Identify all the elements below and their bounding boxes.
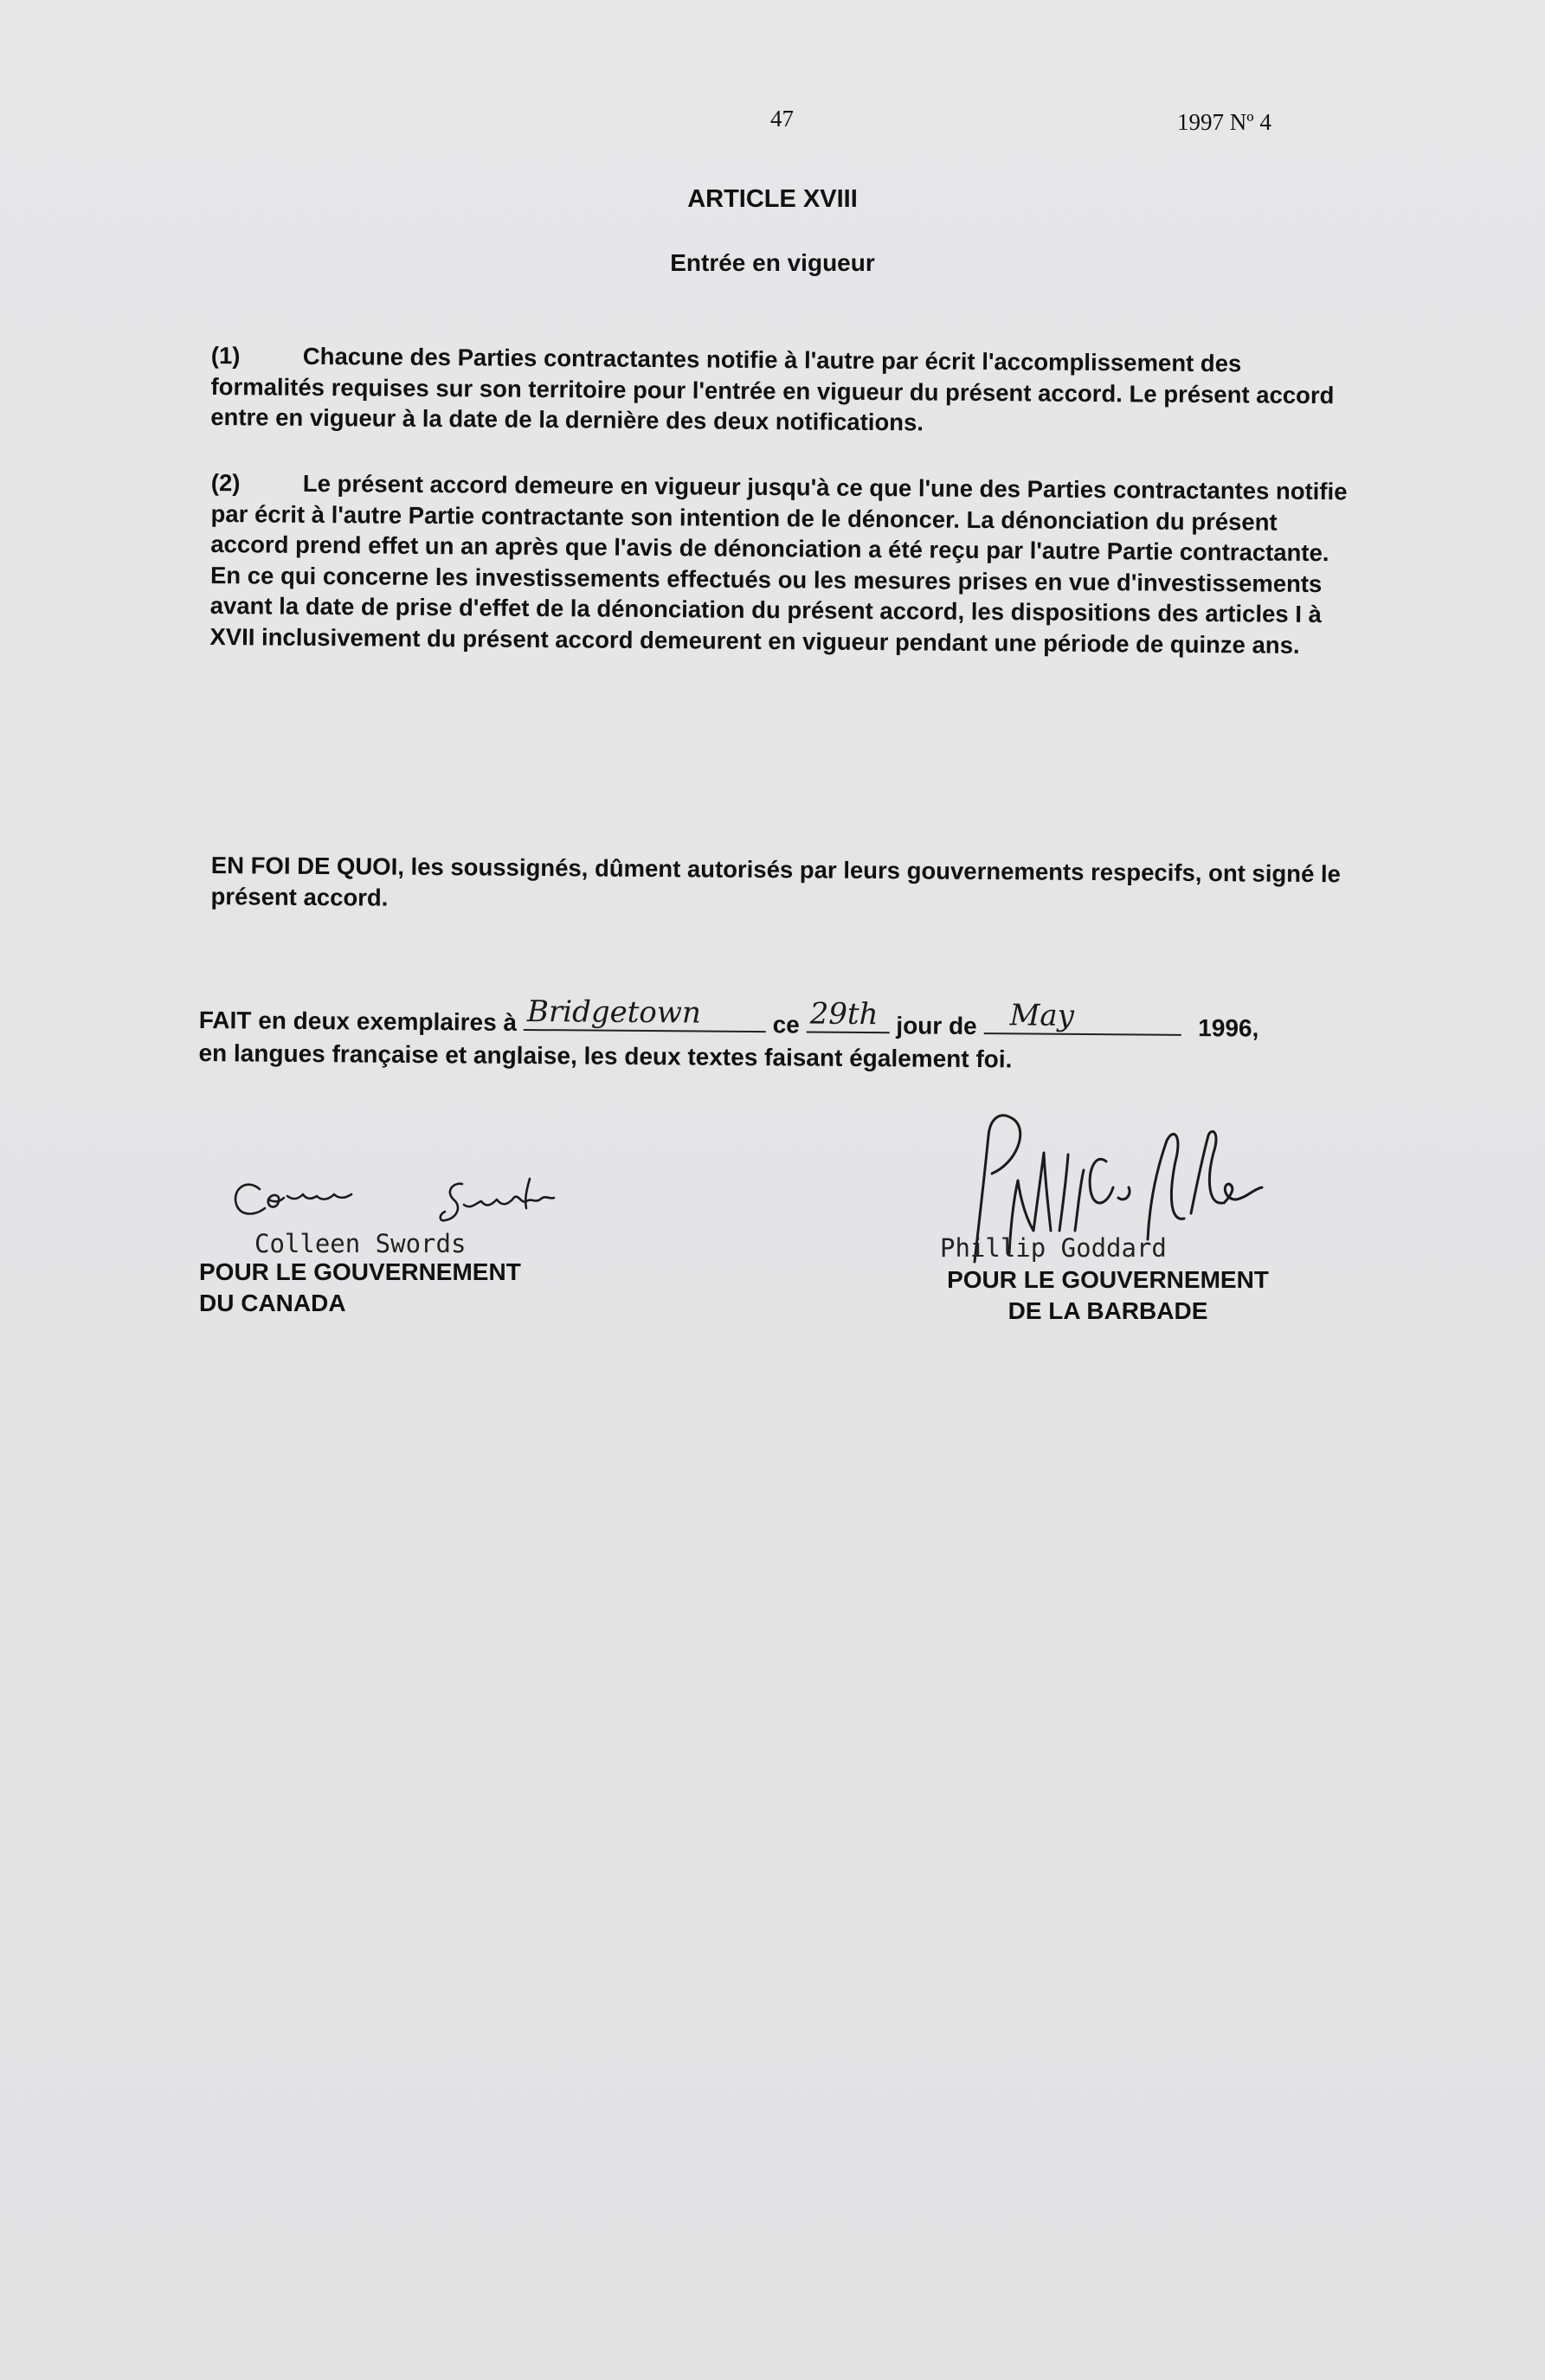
place-handwritten: Bridgetown: [526, 994, 702, 1031]
signatory-barbados-gov-line2: DE LA BARBADE: [1007, 1297, 1208, 1324]
signatory-canada-government: [199, 1257, 521, 1319]
execution-line-2: en langues française et anglaise, les deux textes faisant également foi.: [198, 1039, 1013, 1073]
month-blank: [983, 998, 1181, 1036]
signature-barbados-stroke: [1059, 1155, 1084, 1231]
place-blank: [524, 994, 766, 1032]
page-number: 47: [770, 106, 794, 132]
signature-canada-stroke: [235, 1185, 265, 1214]
signature-canada-stroke: [525, 1179, 530, 1208]
paragraph-1-text: Chacune des Parties contractantes notifie à l'autre par écrit l'accomplissement des formalités requises sur son territoire pour l'entrée en vigueur du présent accord. Le présent accord entre en vigueur à la date de la dernière des deux notifications.: [210, 342, 1335, 436]
signature-barbados-stroke: [1090, 1159, 1113, 1203]
signature-barbados-stroke: [1191, 1131, 1222, 1213]
signatory-barbados-government: [926, 1264, 1290, 1327]
article-subtitle: Entrée en vigueur: [670, 249, 875, 276]
signatory-canada-name: Colleen Swords: [254, 1229, 467, 1258]
signature-canada-stroke: [441, 1184, 462, 1221]
execution-ce: ce: [772, 1011, 800, 1039]
day-handwritten: 29th: [809, 996, 879, 1032]
execution-jour-de: jour de: [896, 1012, 977, 1040]
execution-year: 1996,: [1198, 1014, 1259, 1042]
day-blank: [807, 996, 890, 1034]
signature-canada: [227, 1165, 590, 1234]
witness-text: les soussignés, dûment autorisés par leurs gouvernements respecifs, ont signé le présent accord.: [210, 852, 1342, 911]
witness-clause: [210, 850, 1354, 920]
signature-canada-stroke: [268, 1195, 284, 1207]
signatory-canada-gov-line2: DU CANADA: [199, 1290, 346, 1316]
article-title: ARTICLE XVIII: [687, 185, 858, 213]
signature-canada-stroke: [464, 1197, 554, 1207]
paragraph-1-number: (1): [210, 341, 241, 370]
signature-canada-stroke: [287, 1194, 351, 1200]
signatory-barbados-gov-line1: POUR LE GOUVERNEMENT: [947, 1266, 1269, 1293]
signature-barbados-stroke: [1224, 1184, 1262, 1203]
execution-prefix: FAIT en deux exemplaires à: [198, 1006, 518, 1036]
paragraph-1: [210, 340, 1354, 441]
issue-reference: 1997 Nº 4: [1177, 109, 1271, 135]
signature-barbados-stroke: [1118, 1134, 1184, 1239]
execution-clause: [198, 994, 1359, 1079]
month-handwritten: May: [1009, 998, 1075, 1033]
paragraph-2: [209, 467, 1354, 660]
paragraph-2-text: Le présent accord demeure en vigueur jusqu'à ce que l'une des Parties contractantes notifie par écrit à l'autre Partie contractante son intention de le dénoncer. La dénonciation du présent accord prend effet un an après que l'avis de dénonciation a été reçu par l'autre Partie contractante. En ce qui concerne les investissements effectués ou les mesures prises en vue d'investissements avant la date de prise d'effet de la dénonciation du présent accord, les dispositions des articles I à XVII inclusivement du présent accord demeurent en vigueur pendant une période de quinze ans.: [209, 469, 1348, 659]
paragraph-2-number: (2): [210, 468, 241, 497]
signatory-barbados-name: Phillip Goddard: [940, 1233, 1167, 1263]
signatory-canada-gov-line1: POUR LE GOUVERNEMENT: [199, 1258, 521, 1285]
witness-lead: EN FOI DE QUOI,: [210, 851, 405, 880]
